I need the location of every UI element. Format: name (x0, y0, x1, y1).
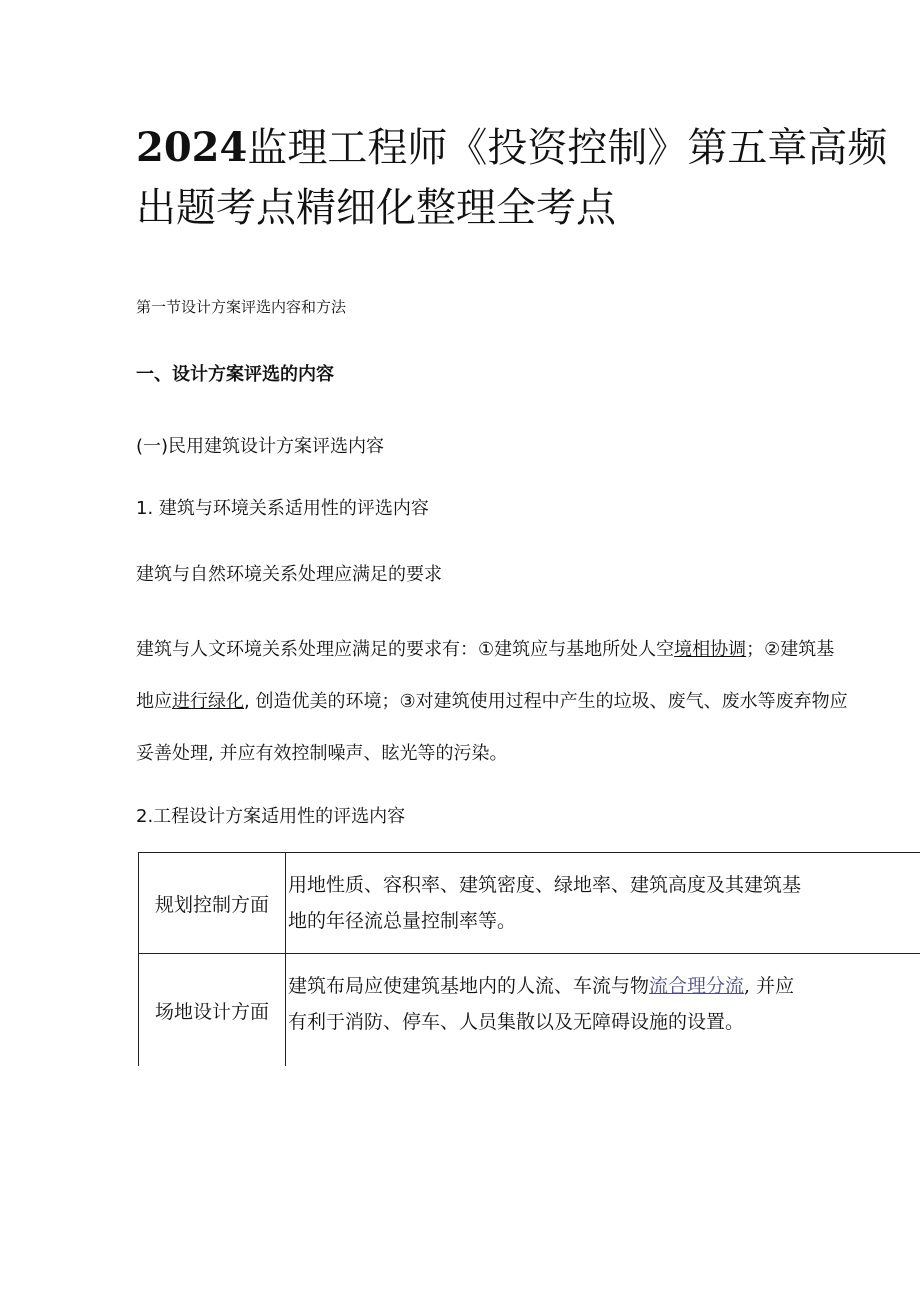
table-row (139, 853, 920, 954)
section-title: 第一节设计方案评选内容和方法 (136, 298, 347, 316)
paragraph-humanities-environment (136, 624, 920, 780)
cell-text: 建筑布局应使建筑基地内的人流、车流与物 (288, 975, 650, 997)
para-segment: , 创造优美的环境；③对建筑使用过程中产生的垃圾、废气、废水等废弃物应 (244, 691, 848, 712)
title-line1-text: 监理工程师《投资控制》第五章高频 (247, 125, 888, 171)
evaluation-table (138, 852, 920, 1066)
table-row (139, 954, 920, 1067)
heading-level1: 一、设计方案评选的内容 (136, 364, 334, 385)
para-segment: 建筑与人文环境关系处理应满足的要求有：①建筑应与基地所处人空 (136, 639, 675, 660)
title-line2-text: 出题考点精细化整理全考点 (136, 185, 616, 231)
table-row-content (286, 853, 920, 954)
heading-level3-design: 2.工程设计方案适用性的评选内容 (136, 806, 406, 827)
cell-line: 用地性质、容积率、建筑密度、绿地率、建筑高度及其建筑基 (288, 874, 802, 896)
para-segment: 妥善处理, 并应有效控制噪声、眩光等的污染。 (136, 743, 508, 764)
cell-text: , 并应 (744, 975, 795, 997)
para-underlined-text: 境相协调 (674, 639, 747, 660)
title-year: 2024 (136, 124, 248, 171)
paragraph-natural-environment: 建筑与自然环境关系处理应满足的要求 (136, 564, 442, 585)
para-underlined-text: 进行绿化 (172, 691, 244, 712)
heading-level2: (一)民用建筑设计方案评选内容 (136, 436, 385, 457)
table-row-content (286, 954, 920, 1067)
cell-line: 有利于消防、停车、人员集散以及无障碍设施的设置。 (288, 1011, 745, 1033)
table-row-label: 规划控制方面 (139, 853, 286, 954)
para-segment: ；②建筑基 (746, 639, 835, 660)
document-title (136, 118, 920, 238)
table-row-label: 场地设计方面 (139, 954, 286, 1067)
para-segment: 地应 (136, 691, 172, 712)
heading-level3: 1. 建筑与环境关系适用性的评选内容 (136, 498, 429, 519)
underlined-link-text[interactable]: 流合理分流 (649, 975, 745, 997)
cell-line: 地的年径流总量控制率等。 (288, 910, 517, 932)
